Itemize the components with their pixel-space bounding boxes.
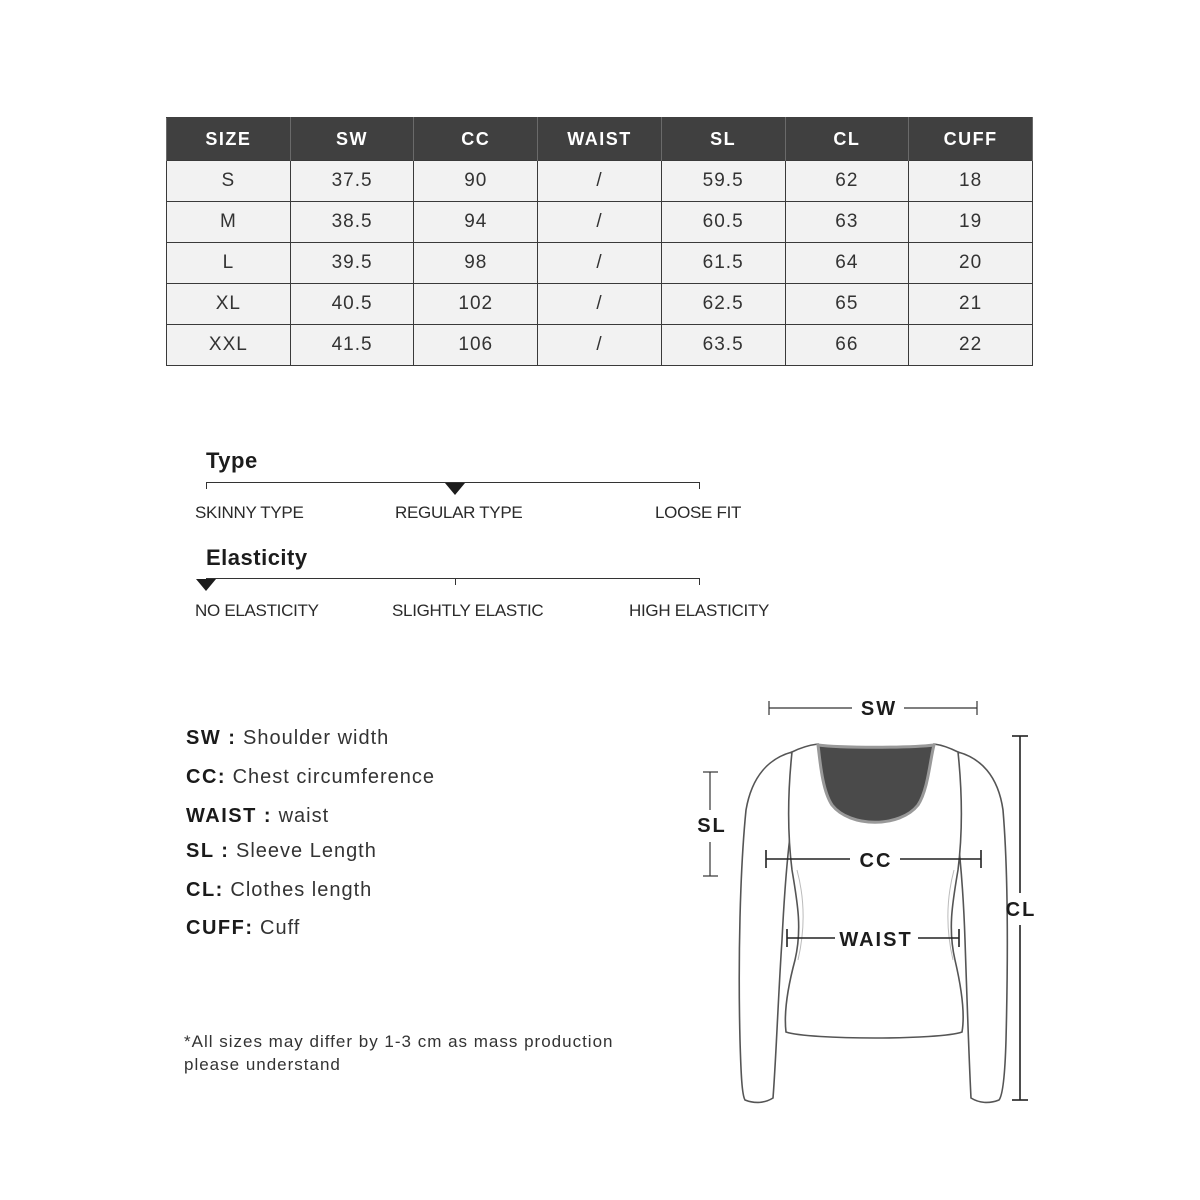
table-cell: XL [167, 284, 291, 325]
table-cell: 98 [414, 243, 538, 284]
table-cell: 41.5 [290, 325, 414, 366]
table-cell: 61.5 [661, 243, 785, 284]
header-sw: SW [290, 118, 414, 161]
legend-desc: Shoulder width [243, 727, 390, 749]
table-cell: 18 [909, 161, 1033, 202]
table-row [167, 284, 1033, 325]
table-cell: 37.5 [290, 161, 414, 202]
header-waist: WAIST [538, 118, 662, 161]
table-cell: / [538, 325, 662, 366]
size-chart-table [166, 117, 1033, 366]
legend-abbr: CUFF: [186, 917, 254, 939]
table-cell: 38.5 [290, 202, 414, 243]
legend-abbr: WAIST : [186, 805, 273, 827]
table-header-row [167, 118, 1033, 161]
sw-label: SW [860, 698, 898, 720]
legend-item-cuff [186, 917, 300, 940]
table-cell: 19 [909, 202, 1033, 243]
header-cc: CC [414, 118, 538, 161]
table-cell: 21 [909, 284, 1033, 325]
legend-item-cl [186, 879, 372, 902]
elasticity-selected-pointer-icon [196, 579, 216, 591]
note-line-1: *All sizes may differ by 1-3 cm as mass production [184, 1032, 614, 1051]
table-cell: 59.5 [661, 161, 785, 202]
scale-tick [206, 482, 207, 489]
legend-desc: waist [278, 805, 330, 827]
table-cell: 94 [414, 202, 538, 243]
header-size: SIZE [167, 118, 291, 161]
waist-label: WAIST [839, 929, 913, 951]
table-cell: L [167, 243, 291, 284]
table-cell: / [538, 284, 662, 325]
table-cell: 66 [785, 325, 909, 366]
table-cell: 63.5 [661, 325, 785, 366]
type-label-loose: LOOSE FIT [655, 503, 742, 522]
legend-item-cc [186, 766, 435, 789]
header-cuff: CUFF [909, 118, 1033, 161]
legend-desc: Sleeve Length [235, 840, 377, 862]
sl-label: SL [697, 815, 727, 837]
table-cell: 62 [785, 161, 909, 202]
table-cell: 62.5 [661, 284, 785, 325]
legend-abbr: SL : [186, 840, 230, 862]
table-cell: 106 [414, 325, 538, 366]
legend-item-waist [186, 805, 329, 828]
table-cell: / [538, 202, 662, 243]
shirt-measurement-diagram [690, 690, 1060, 1110]
table-cell: / [538, 243, 662, 284]
table-cell: 64 [785, 243, 909, 284]
table-row [167, 202, 1033, 243]
table-cell: 102 [414, 284, 538, 325]
elasticity-scale-line [206, 578, 700, 579]
type-label-regular: REGULAR TYPE [395, 503, 523, 522]
note-line-2: please understand [184, 1055, 341, 1074]
table-cell: 39.5 [290, 243, 414, 284]
table-cell: 65 [785, 284, 909, 325]
elasticity-label-none: NO ELASTICITY [195, 601, 319, 620]
table-row [167, 161, 1033, 202]
table-cell: M [167, 202, 291, 243]
type-label-skinny: SKINNY TYPE [195, 503, 304, 522]
cc-label: CC [859, 850, 893, 872]
table-cell: 60.5 [661, 202, 785, 243]
elasticity-scale-title: Elasticity [206, 545, 308, 570]
elasticity-label-slight: SLIGHTLY ELASTIC [392, 601, 544, 620]
table-row [167, 325, 1033, 366]
legend-abbr: SW : [186, 727, 237, 749]
table-cell: S [167, 161, 291, 202]
header-sl: SL [661, 118, 785, 161]
table-cell: XXL [167, 325, 291, 366]
table-cell: 22 [909, 325, 1033, 366]
table-cell: / [538, 161, 662, 202]
scale-tick [699, 482, 700, 489]
legend-item-sl [186, 840, 377, 863]
cl-label: CL [1005, 899, 1037, 921]
table-row [167, 243, 1033, 284]
type-scale-title: Type [206, 448, 258, 473]
legend-abbr: CC: [186, 766, 227, 788]
table-cell: 90 [414, 161, 538, 202]
header-cl: CL [785, 118, 909, 161]
table-cell: 63 [785, 202, 909, 243]
scale-tick [699, 578, 700, 585]
type-selected-pointer-icon [445, 483, 465, 495]
legend-desc: Cuff [260, 917, 301, 939]
legend-desc: Chest circumference [232, 766, 436, 788]
legend-desc: Clothes length [230, 879, 373, 901]
legend-abbr: CL: [186, 879, 224, 901]
scale-tick [455, 578, 456, 585]
table-cell: 20 [909, 243, 1033, 284]
size-disclaimer-note [184, 1030, 614, 1076]
table-cell: 40.5 [290, 284, 414, 325]
legend-item-sw [186, 727, 389, 750]
elasticity-label-high: HIGH ELASTICITY [629, 601, 770, 620]
